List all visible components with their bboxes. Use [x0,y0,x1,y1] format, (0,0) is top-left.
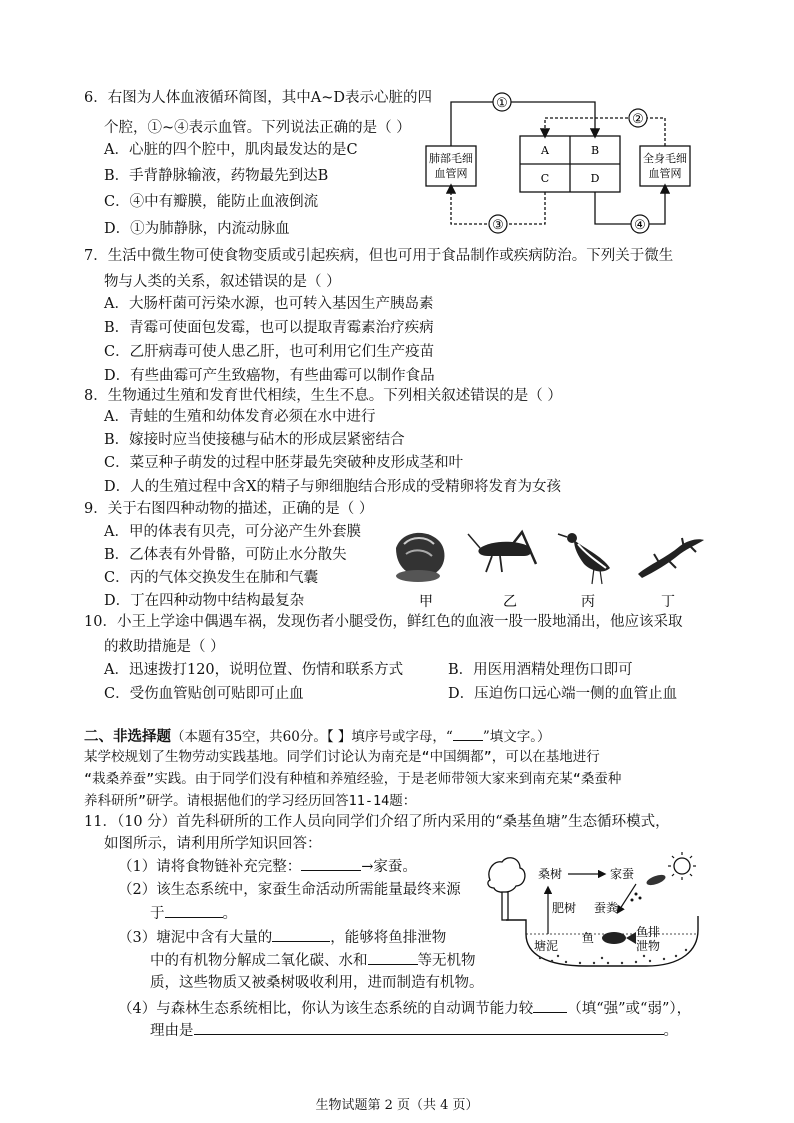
q9-option-d[interactable]: D．丁在四种动物中结构最复杂 [104,593,305,609]
label-pond-mud: 塘泥 [534,939,559,953]
mulberry-fish-pond-diagram [486,850,712,980]
q11-blank-strong-weak[interactable] [533,998,567,1013]
grasshopper-picture [468,532,536,572]
q11-sub1 [118,856,417,877]
chamber-a: A [541,144,549,157]
q10-stem-line1: 10．小王上学途中偶遇车祸，发现伤者小腿受伤，鲜红色的血液一股一股地涌出，他应该采取 [84,614,683,630]
q11-sub4-text-a: （4）与森林生态系统相比，你认为该生态系统的自动调节能力较 [118,1001,534,1017]
right-box-line2: 血管网 [648,167,682,180]
blood-circulation-diagram [414,90,704,240]
q6-stem-line1: 6．右图为人体血液循环简图，其中A~D表示心脏的四 [84,90,432,106]
four-animals-figure [388,520,708,612]
q8-option-c[interactable]: C．菜豆种子萌发的过程中胚芽最先突破种皮形成茎和叶 [104,455,464,471]
q10-option-d[interactable]: D．压迫伤口远心端一侧的血管止血 [448,686,678,702]
label-fish-excreta-1: 鱼排 [636,925,661,939]
q11-sub4-reason-label: 理由是 [150,1023,194,1039]
q6-stem-line2: 个腔，①~④表示血管。下列说法正确的是（ ） [104,120,411,136]
bird-picture [558,533,610,584]
q11-blank-inorganic[interactable] [368,950,418,965]
q11-sub2-end: 。 [222,906,237,922]
label-fish-excreta-2: 泄物 [636,939,661,953]
q8-stem: 8．生物通过生殖和发育世代相续，生生不息。下列相关叙述错误的是（ ） [84,388,562,404]
section-2-heading [84,726,550,747]
page-footer: 生物试题第 2 页（共 4 页） [315,1098,479,1113]
q11-sub3-text-a: （3）塘泥中含有大量的 [118,930,273,946]
animal-label-jia: 甲 [419,594,433,610]
section-2-title: 二、非选择题 [84,728,171,745]
vessel-3-label: ③ [492,218,504,233]
q11-blank-food-chain[interactable] [301,856,361,871]
section-2-intro-line1: 某学校规划了生物劳动实践基地。同学们讨论认为南充是“中国绸都”，可以在基地进行 [84,749,600,765]
section-2-note-a: （本题有35空，共60分。【 】填序号或字母，“ [171,729,453,745]
q11-stem-line1: 11．（10 分）首先科研所的工作人员向同学们介绍了所内采用的“桑基鱼塘”生态循环模式， [84,814,670,830]
q9-option-b[interactable]: B．乙体表有外骨骼，可防止水分散失 [104,547,347,563]
q11-sub1-end: →家蚕。 [361,859,417,875]
chamber-d: D [590,172,600,185]
q11-sub3-line2 [150,950,476,971]
q11-sub4-end: 。 [663,1023,678,1039]
animal-label-bing: 丙 [581,594,595,610]
q10-stem-line2: 的救助措施是（ ） [104,639,225,655]
q11-blank-energy-source[interactable] [165,903,223,918]
q11-sub4-line2 [150,1020,678,1041]
q10-option-c[interactable]: C．受伤血管贴创可贴即可止血 [104,686,304,702]
q8-option-a[interactable]: A．青蛙的生殖和幼体发育必须在水中进行 [104,409,376,425]
q7-option-b[interactable]: B．青霉可使面包发霉，也可以提取青霉素治疗疾病 [104,320,434,336]
silkworm-icon [645,873,667,887]
label-fish: 鱼 [582,931,595,945]
q11-sub4-line1 [118,998,691,1019]
chamber-b: B [590,144,600,157]
q7-option-d[interactable]: D．有些曲霉可产生致癌物，有些曲霉可以制作食品 [104,368,435,384]
section-2-note-blank [453,726,483,741]
animal-label-yi: 乙 [503,594,517,610]
q11-sub3-line1 [118,927,446,948]
q11-sub2-line1: （2）该生态系统中，家蚕生命活动所需能量最终来源 [118,882,461,898]
section-2-intro-line3: 养科研所”研学。请根据他们的学习经历回答11-14题： [84,793,417,809]
q7-stem-line2: 物与人类的关系，叙述错误的是（ ） [104,274,341,290]
q11-sub2-prefix: 于 [150,906,165,922]
q8-option-d[interactable]: D．人的生殖过程中含X的精子与卵细胞结合形成的受精卵将发育为女孩 [104,479,561,495]
q11-sub1-text: （1）请将食物链补充完整： [118,859,302,875]
mollusk-picture [396,533,444,582]
label-mulberry: 桑树 [538,867,563,881]
q11-blank-decomposers[interactable] [272,927,330,942]
vessel-4-label: ④ [634,218,646,233]
q11-sub3-text-b: ，能够将鱼排泄物 [330,930,447,946]
section-2-note-c: ”填文字。） [482,729,551,745]
q9-option-a[interactable]: A．甲的体表有贝壳，可分泌产生外套膜 [104,524,361,540]
q6-option-c[interactable]: C．④中有瓣膜，能防止血液倒流 [104,194,319,210]
label-silk-dung: 蚕粪 [594,901,619,915]
vessel-1-label: ① [496,96,508,111]
q6-option-b[interactable]: B．手背静脉输液，药物最先到达B [104,168,329,184]
mulberry-tree-icon [488,858,525,920]
q10-option-a[interactable]: A．迅速拨打120，说明位置、伤情和联系方式 [104,662,404,678]
left-box-line1: 肺部毛细 [429,152,473,165]
sun-icon [668,852,696,880]
q11-sub3-text-c: 中的有机物分解成二氧化碳、水和 [150,953,368,969]
q6-option-d[interactable]: D．①为肺静脉，内流动脉血 [104,221,290,237]
q11-sub3-text-d: 等无机物 [417,953,476,969]
animal-label-ding: 丁 [661,594,675,610]
q7-stem-line1: 7．生活中微生物可使食物变质或引起疾病，但也可用于食品制作或疾病防治。下列关于微生 [84,248,674,264]
q9-stem: 9．关于右图四种动物的描述，正确的是（ ） [84,501,374,517]
chamber-c: C [540,172,550,185]
q11-sub4-text-b: （填“强”或“弱”）， [567,1001,692,1017]
section-2-intro-line2: “栽桑养蚕”实践。由于同学们没有种植和养殖经验，于是老师带领大家来到南充某“桑蚕种 [84,771,622,787]
q8-option-b[interactable]: B．嫁接时应当使接穗与砧木的形成层紧密结合 [104,432,405,448]
q11-sub2-line2 [150,903,237,924]
label-silkworm: 家蚕 [610,867,635,881]
q7-option-c[interactable]: C．乙肝病毒可使人患乙肝，也可利用它们生产疫苗 [104,344,435,360]
q6-option-a[interactable]: A．心脏的四个腔中，肌肉最发达的是C [104,142,358,158]
left-box-line2: 血管网 [434,167,468,180]
q9-option-c[interactable]: C．丙的气体交换发生在肺和气囊 [104,570,319,586]
q10-option-b[interactable]: B．用医用酒精处理伤口即可 [448,662,633,678]
vessel-2-label: ② [632,112,644,127]
q11-blank-reason[interactable] [194,1020,664,1035]
lizard-picture [638,538,704,578]
q11-sub3-line3: 质，这些物质又被桑树吸收利用，进而制造有机物。 [150,975,484,991]
q7-option-a[interactable]: A．大肠杆菌可污染水源，也可转入基因生产胰岛素 [104,296,434,312]
right-box-line1: 全身毛细 [643,152,687,165]
q11-stem-line2: 如图所示，请利用所学知识回答： [104,836,322,852]
label-fertilizer: 肥树 [552,901,577,915]
